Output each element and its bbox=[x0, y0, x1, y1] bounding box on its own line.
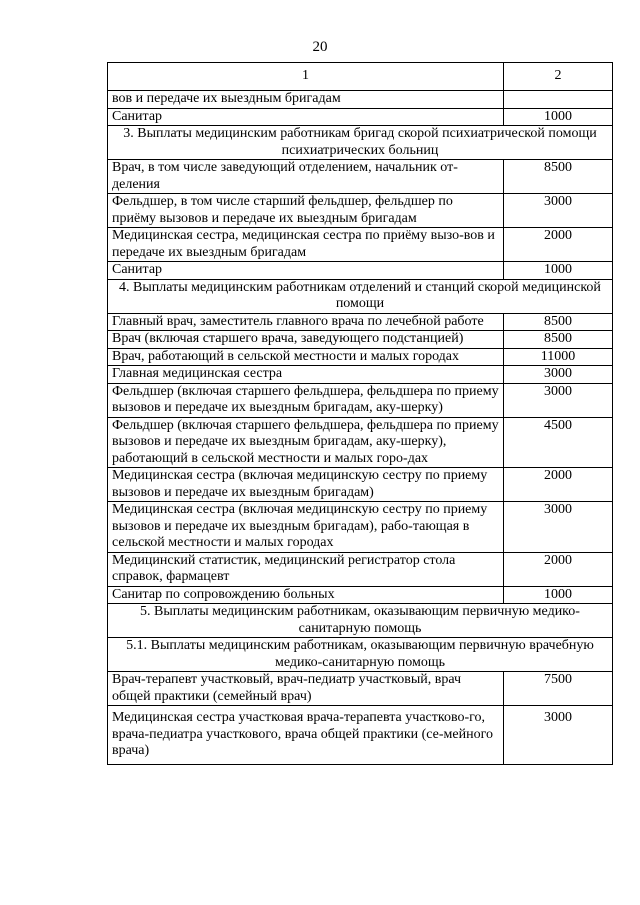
payment-amount-cell: 8500 bbox=[504, 160, 613, 194]
table-header-row bbox=[108, 63, 613, 91]
payment-amount-cell: 1000 bbox=[504, 586, 613, 604]
position-name-cell: Фельдшер, в том числе старший фельдшер, фельдшер по приёму вызовов и передаче их выездным бригадам bbox=[108, 194, 504, 228]
section-heading: 5. Выплаты медицинским работникам, оказывающим первичную медико-санитарную помощь bbox=[108, 604, 613, 638]
payment-amount-cell: 2000 bbox=[504, 552, 613, 586]
section-heading-row bbox=[108, 638, 613, 672]
payment-amount-cell: 8500 bbox=[504, 331, 613, 349]
table-row bbox=[108, 108, 613, 126]
section-heading: 5.1. Выплаты медицинским работникам, оказывающим первичную врачебную медико-санитарную помощь bbox=[108, 638, 613, 672]
position-name-cell: Медицинская сестра (включая медицинскую сестру по приему вызовов и передаче их выездным бригадам), рабо-тающая в сельской местности и малых городах bbox=[108, 502, 504, 553]
payment-amount-cell: 3000 bbox=[504, 383, 613, 417]
position-name-cell: Медицинская сестра (включая медицинскую сестру по приему вызовов и передаче их выездным бригадам) bbox=[108, 468, 504, 502]
payment-amount-cell: 8500 bbox=[504, 313, 613, 331]
position-name-cell: Медицинская сестра, медицинская сестра по приёму вызо-вов и передаче их выездным бригадам bbox=[108, 228, 504, 262]
position-name-cell: Санитар по сопровождению больных bbox=[108, 586, 504, 604]
payment-amount-cell: 3000 bbox=[504, 502, 613, 553]
table-row bbox=[108, 194, 613, 228]
table-row bbox=[108, 262, 613, 280]
table-row bbox=[108, 552, 613, 586]
position-name-cell: вов и передаче их выездным бригадам bbox=[108, 91, 504, 109]
table-row bbox=[108, 348, 613, 366]
position-name-cell: Главный врач, заместитель главного врача по лечебной работе bbox=[108, 313, 504, 331]
payment-amount-cell: 7500 bbox=[504, 672, 613, 706]
column-header-2: 2 bbox=[504, 63, 613, 91]
position-name-cell: Санитар bbox=[108, 262, 504, 280]
page-number: 20 bbox=[312, 39, 328, 55]
position-name-cell: Санитар bbox=[108, 108, 504, 126]
table-row bbox=[108, 160, 613, 194]
table-row bbox=[108, 586, 613, 604]
table-row bbox=[108, 91, 613, 109]
payment-amount-cell bbox=[504, 91, 613, 109]
payment-amount-cell: 4500 bbox=[504, 417, 613, 468]
position-name-cell: Врач (включая старшего врача, заведующего подстанцией) bbox=[108, 331, 504, 349]
payment-amount-cell: 3000 bbox=[504, 366, 613, 384]
position-name-cell: Медицинский статистик, медицинский регистратор стола справок, фармацевт bbox=[108, 552, 504, 586]
section-heading-row bbox=[108, 604, 613, 638]
position-name-cell: Врач-терапевт участковый, врач-педиатр участковый, врач общей практики (семейный врач) bbox=[108, 672, 504, 706]
section-heading: 3. Выплаты медицинским работникам бригад скорой психиатрической помощи психиатрических больниц bbox=[108, 126, 613, 160]
table-row bbox=[108, 228, 613, 262]
section-heading-row bbox=[108, 279, 613, 313]
payment-amount-cell: 2000 bbox=[504, 228, 613, 262]
position-name-cell: Врач, работающий в сельской местности и малых городах bbox=[108, 348, 504, 366]
table-row bbox=[108, 417, 613, 468]
payment-amount-cell: 11000 bbox=[504, 348, 613, 366]
payments-table-body bbox=[108, 63, 613, 765]
section-heading-row bbox=[108, 126, 613, 160]
payment-amount-cell: 2000 bbox=[504, 468, 613, 502]
position-name-cell: Врач, в том числе заведующий отделением, начальник от-деления bbox=[108, 160, 504, 194]
payment-amount-cell: 3000 bbox=[504, 706, 613, 765]
table-row bbox=[108, 383, 613, 417]
table-row bbox=[108, 502, 613, 553]
payment-amount-cell: 1000 bbox=[504, 262, 613, 280]
table-row bbox=[108, 313, 613, 331]
column-header-1: 1 bbox=[108, 63, 504, 91]
section-heading: 4. Выплаты медицинским работникам отделений и станций скорой медицинской помощи bbox=[108, 279, 613, 313]
position-name-cell: Медицинская сестра участковая врача-терапевта участково-го, врача-педиатра участкового, врача общей практики (се-мейного врача) bbox=[108, 706, 504, 765]
payments-table bbox=[107, 62, 613, 765]
table-row bbox=[108, 331, 613, 349]
table-row bbox=[108, 672, 613, 706]
position-name-cell: Главная медицинская сестра bbox=[108, 366, 504, 384]
position-name-cell: Фельдшер (включая старшего фельдшера, фельдшера по приему вызовов и передаче их выездным бригадам, аку-шерку) bbox=[108, 383, 504, 417]
position-name-cell: Фельдшер (включая старшего фельдшера, фельдшера по приему вызовов и передаче их выездным бригадам, аку-шерку), работающий в сельской местности и малых горо-дах bbox=[108, 417, 504, 468]
table-row bbox=[108, 366, 613, 384]
payment-amount-cell: 3000 bbox=[504, 194, 613, 228]
payment-amount-cell: 1000 bbox=[504, 108, 613, 126]
table-row bbox=[108, 706, 613, 765]
table-row bbox=[108, 468, 613, 502]
